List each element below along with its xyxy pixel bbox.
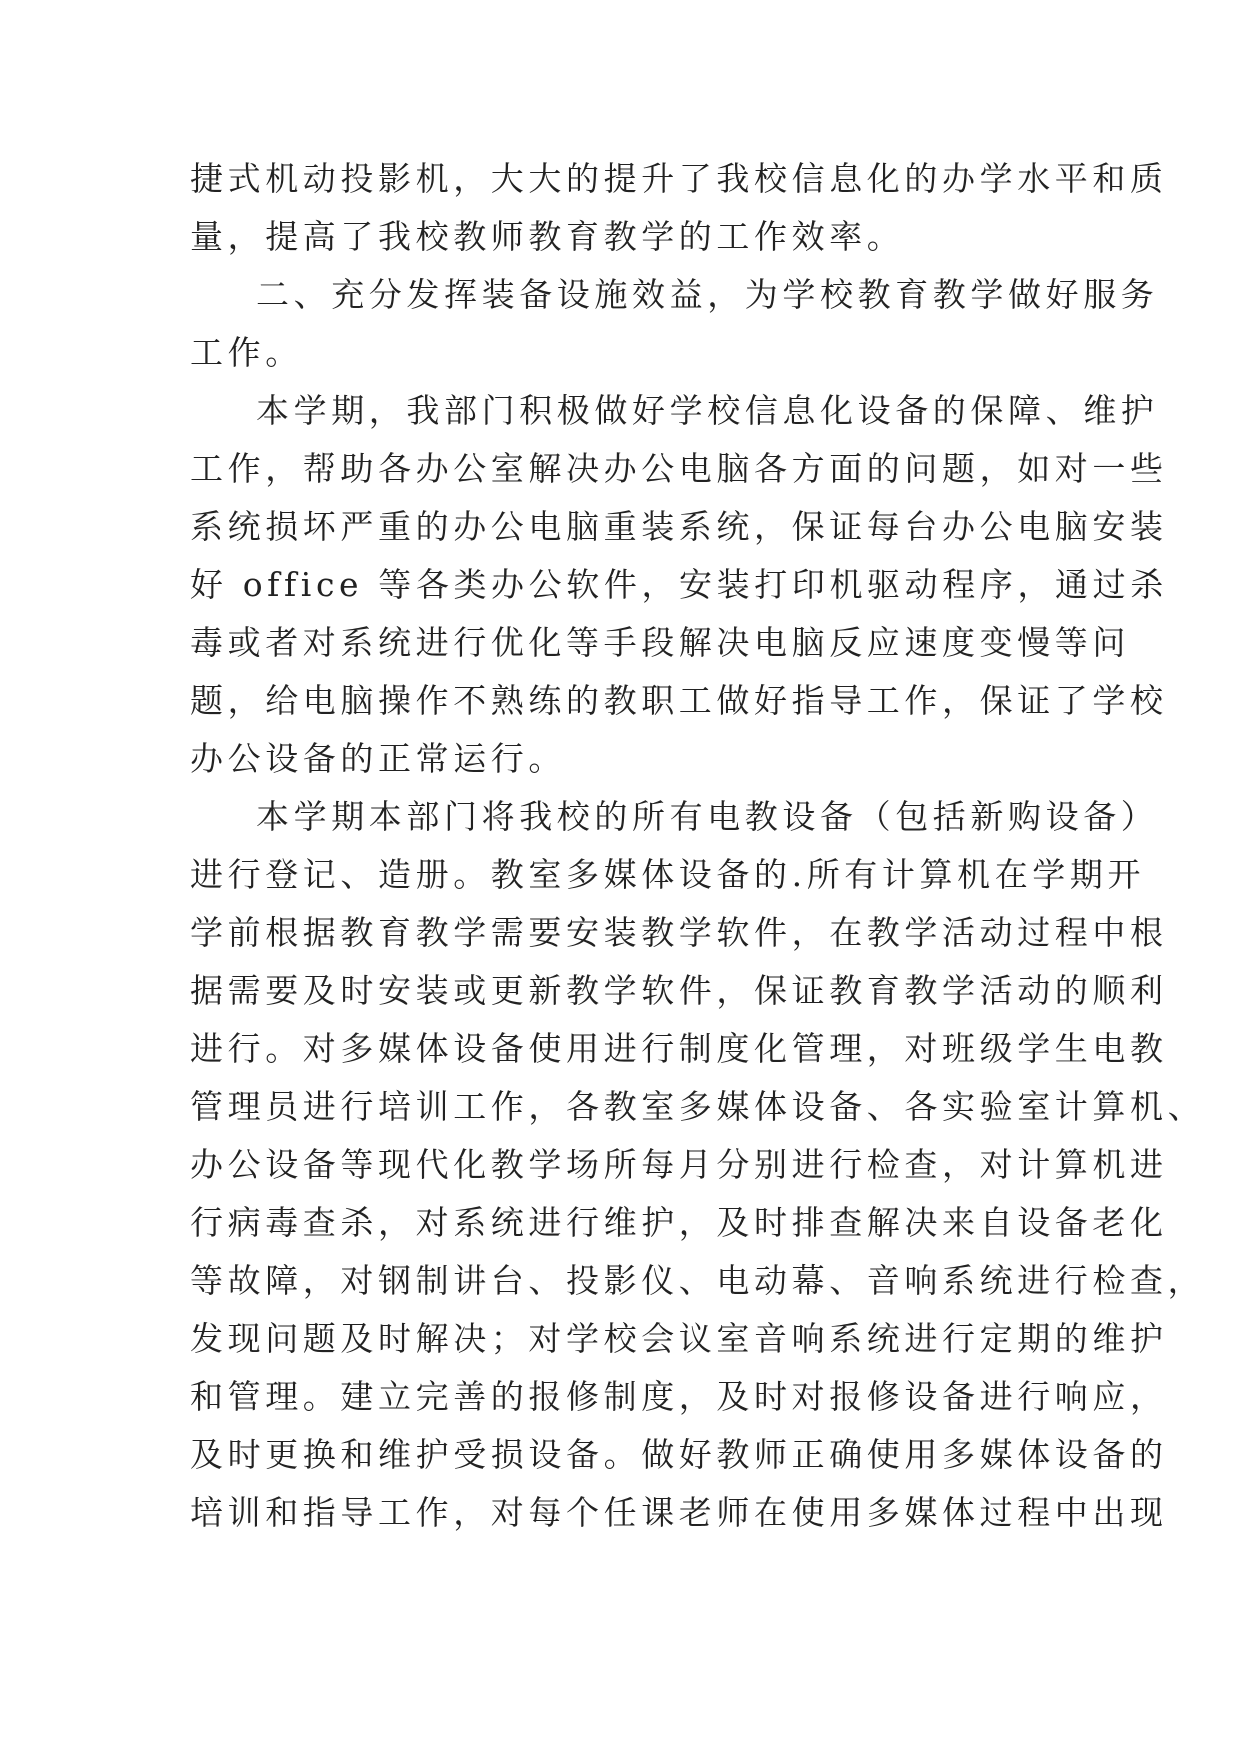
text-line: 和管理。建立完善的报修制度，及时对报修设备进行响应， (190, 1377, 1168, 1416)
text-line: 及时更换和维护受损设备。做好教师正确使用多媒体设备的 (190, 1435, 1168, 1474)
text-line: 培训和指导工作，对每个任课老师在使用多媒体过程中出现 (190, 1493, 1168, 1532)
text-line: 工作，帮助各办公室解决办公电脑各方面的问题，如对一些 (190, 449, 1168, 488)
section-heading-cont: 工作。 (190, 333, 303, 372)
text-line: 毒或者对系统进行优化等手段解决电脑反应速度变慢等问 (190, 623, 1130, 662)
text-line: 好 office 等各类办公软件，安装打印机驱动程序，通过杀 (190, 565, 1168, 604)
text-line: 量，提高了我校教师教育教学的工作效率。 (190, 217, 905, 256)
body-text (190, 150, 1206, 1542)
text-line: 进行。对多媒体设备使用进行制度化管理，对班级学生电教 (190, 1029, 1168, 1068)
text-line: 行病毒查杀，对系统进行维护，及时排查解决来自设备老化 (190, 1203, 1168, 1242)
text-line: 本学期本部门将我校的所有电教设备（包括新购设备） (256, 797, 1159, 836)
text-line: 捷式机动投影机，大大的提升了我校信息化的办学水平和质 (190, 159, 1168, 198)
text-line: 办公设备等现代化教学场所每月分别进行检查，对计算机进 (190, 1145, 1168, 1184)
text-line: 题，给电脑操作不熟练的教职工做好指导工作，保证了学校 (190, 681, 1168, 720)
text-line: 管理员进行培训工作，各教室多媒体设备、各实验室计算机、 (190, 1087, 1206, 1126)
text-line: 据需要及时安装或更新教学软件，保证教育教学活动的顺利 (190, 971, 1168, 1010)
text-line: 本学期，我部门积极做好学校信息化设备的保障、维护 (256, 391, 1159, 430)
text-line: 等故障，对钢制讲台、投影仪、电动幕、音响系统进行检查， (190, 1261, 1206, 1300)
text-line: 学前根据教育教学需要安装教学软件，在教学活动过程中根 (190, 913, 1168, 952)
text-line: 系统损坏严重的办公电脑重装系统，保证每台办公电脑安装 (190, 507, 1168, 546)
text-line: 办公设备的正常运行。 (190, 739, 566, 778)
text-line: 发现问题及时解决；对学校会议室音响系统进行定期的维护 (190, 1319, 1168, 1358)
text-line: 进行登记、造册。教室多媒体设备的.所有计算机在学期开 (190, 855, 1146, 894)
section-heading: 二、充分发挥装备设施效益，为学校教育教学做好服务 (256, 275, 1159, 314)
